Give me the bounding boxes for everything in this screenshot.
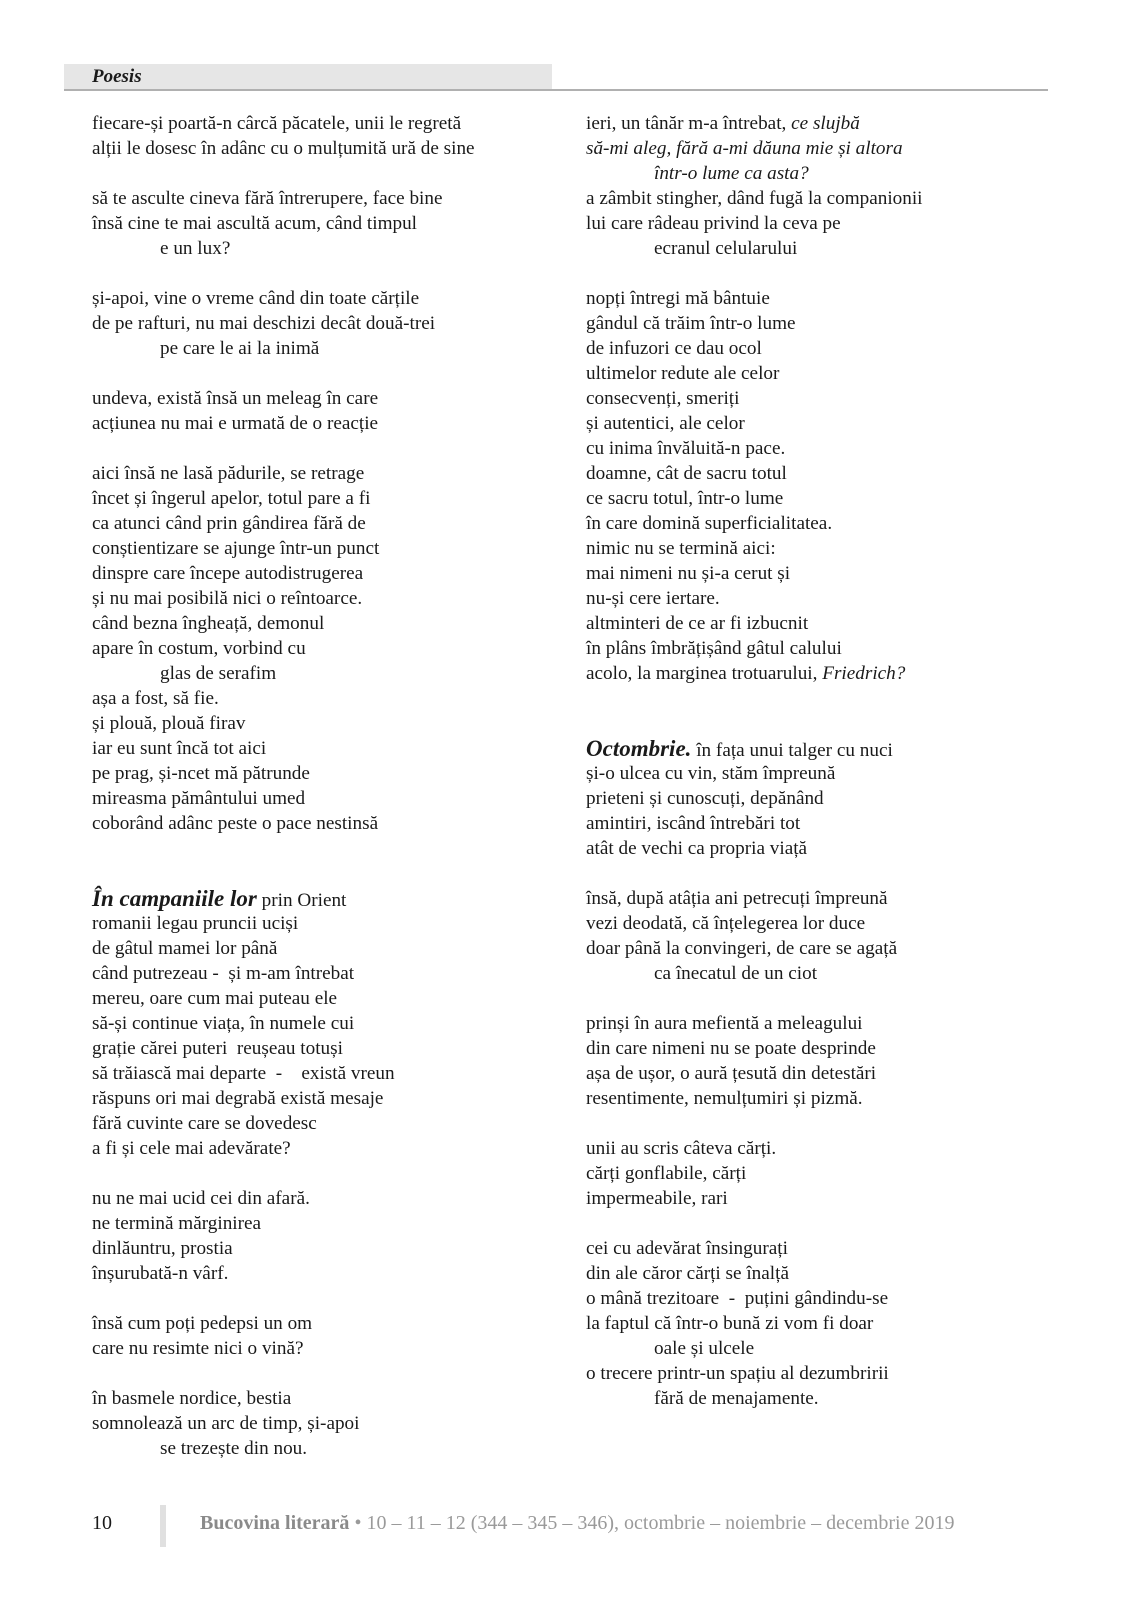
footer-journal-line — [200, 1512, 954, 1535]
poem-line: răspuns ori mai degrabă există mesaje — [92, 1088, 384, 1109]
poem-line: din care nimeni nu se poate desprinde — [586, 1038, 876, 1059]
poem-line: ca înecatul de un ciot — [654, 963, 818, 984]
poem-line: să trăiască mai departe - există vreun — [92, 1063, 395, 1084]
poem-title: Octombrie. — [586, 736, 692, 761]
poem-line: alții le dosesc în adânc cu o mulțumită ură de sine — [92, 138, 475, 159]
poem-line: de gâtul mamei lor până — [92, 938, 278, 959]
poem-line: mereu, oare cum mai puteau ele — [92, 988, 338, 1009]
poem-line: fără cuvinte care se dovedesc — [92, 1113, 317, 1134]
poem-line: prieteni și cunoscuți, depănând — [586, 788, 824, 809]
poem-line: a fi și cele mai adevărate? — [92, 1138, 291, 1159]
poem-line: doamne, cât de sacru totul — [586, 463, 787, 484]
poem-line: impermeabile, rari — [586, 1188, 728, 1209]
poem-line: din ale căror cărți se înalță — [586, 1263, 789, 1284]
poem-line: unii au scris câteva cărți. — [586, 1138, 777, 1159]
poem-line: romanii legau pruncii uciși — [92, 913, 299, 934]
footer-divider — [160, 1505, 166, 1547]
poem-line: o trecere printr-un spațiu al dezumbririi — [586, 1363, 889, 1384]
poem-line: nu ne mai ucid cei din afară. — [92, 1188, 310, 1209]
poem-line: în care domină superficialitatea. — [586, 513, 833, 534]
poem-line: coborând adânc peste o pace nestinsă — [92, 813, 379, 834]
poem-line: ce sacru totul, într-o lume — [586, 488, 784, 509]
poem-line: gândul că trăim într-o lume — [586, 313, 796, 334]
poem-line: apare în costum, vorbind cu — [92, 638, 306, 659]
poem-line: pe care le ai la inimă — [160, 338, 320, 359]
poem-line: în basmele nordice, bestia — [92, 1388, 292, 1409]
poem-title: În campaniile lor — [92, 886, 257, 911]
poem-line: ecranul celularului — [654, 238, 798, 259]
poem-line: iar eu sunt încă tot aici — [92, 738, 267, 759]
poem-line: amintiri, iscând întrebări tot — [586, 813, 801, 834]
poem-line: vezi deodată, că înțelegerea lor duce — [586, 913, 866, 934]
right-column — [586, 111, 1036, 1411]
poem-line: fără de menajamente. — [654, 1388, 819, 1409]
poem-line: conștientizare se ajunge într-un punct — [92, 538, 380, 559]
poem-line: consecvenți, smeriți — [586, 388, 740, 409]
poem-line: care nu resimte nici o vină? — [92, 1338, 304, 1359]
poem-line: să-și continue viața, în numele cui — [92, 1013, 355, 1034]
section-title: Poesis — [92, 66, 142, 87]
poem-line — [586, 111, 1036, 136]
poem-line: să-mi aleg, fără a-mi dăuna mie și altora — [586, 138, 903, 159]
poem-line: ca atunci când prin gândirea fără de — [92, 513, 366, 534]
poem-line: altminteri de ce ar fi izbucnit — [586, 613, 809, 634]
poem-line: de pe rafturi, nu mai deschizi decât două-trei — [92, 313, 436, 334]
poem-line: însă cine te mai ascultă acum, când timpul — [92, 213, 418, 234]
poem-line — [586, 661, 1036, 686]
poem-line: însă cum poți pedepsi un om — [92, 1313, 313, 1334]
poem-title-line — [586, 736, 1036, 761]
poem-line: atât de vechi ca propria viață — [586, 838, 808, 859]
poem-line: așa de ușor, o aură țesută din detestări — [586, 1063, 877, 1084]
poem-line: în plâns îmbrățișând gâtul calului — [586, 638, 842, 659]
poem-line: când putrezeau - și m-am întrebat — [92, 963, 355, 984]
poem-line-text: acolo, la marginea trotuarului, — [586, 663, 823, 684]
poem-line: cu inima învăluită-n pace. — [586, 438, 786, 459]
poem-line: de infuzori ce dau ocol — [586, 338, 762, 359]
header-rule — [64, 89, 1048, 91]
poem-line-italic: Friedrich? — [822, 663, 906, 684]
poem-line: însă, după atâția ani petrecuți împreună — [586, 888, 888, 909]
poem-line: aici însă ne lasă pădurile, se retrage — [92, 463, 365, 484]
poem-line: când bezna îngheață, demonul — [92, 613, 325, 634]
poem-line: și autentici, ale celor — [586, 413, 745, 434]
poem-line: încet și îngerul apelor, totul pare a fi — [92, 488, 371, 509]
poem-line: fiecare-și poartă-n cârcă păcatele, unii le regretă — [92, 113, 462, 134]
poem-line: dinspre care începe autodistrugerea — [92, 563, 364, 584]
poem-line: nimic nu se termină aici: — [586, 538, 776, 559]
poem-line: mai nimeni nu și-a cerut și — [586, 563, 791, 584]
poem-line-rest: prin Orient — [256, 890, 347, 911]
poem-line: și-o ulcea cu vin, stăm împreună — [586, 763, 836, 784]
poem-line: și plouă, plouă firav — [92, 713, 246, 734]
poem-line: a zâmbit stingher, dând fugă la companionii — [586, 188, 923, 209]
poem-line: ne termină mărginirea — [92, 1213, 262, 1234]
poem-line: mireasma pământului umed — [92, 788, 306, 809]
poem-line-text: ieri, un tânăr m-a întrebat, — [586, 113, 792, 134]
poem-line: să te asculte cineva fără întrerupere, face bine — [92, 188, 443, 209]
issue-info: • 10 – 11 – 12 (344 – 345 – 346), octombrie – noiembrie – decembrie 2019 — [349, 1512, 955, 1534]
poem-title-line — [92, 886, 562, 911]
poem-line: glas de serafim — [160, 663, 277, 684]
poem-line-rest: în fața unui talger cu nuci — [691, 740, 893, 761]
left-column — [92, 111, 562, 1461]
poem-line: acțiunea nu mai e urmată de o reacție — [92, 413, 379, 434]
journal-name: Bucovina literară — [200, 1512, 350, 1534]
poem-line: nu-și cere iertare. — [586, 588, 720, 609]
poem-line: doar până la convingeri, de care se agață — [586, 938, 898, 959]
poem-line: și nu mai posibilă nici o reîntoarce. — [92, 588, 363, 609]
poem-line: cei cu adevărat însingurați — [586, 1238, 788, 1259]
page-number: 10 — [92, 1512, 112, 1534]
poem-line: e un lux? — [160, 238, 231, 259]
poem-line: ultimelor redute ale celor — [586, 363, 780, 384]
poem-line: așa a fost, să fie. — [92, 688, 219, 709]
poem-line: se trezește din nou. — [160, 1438, 308, 1459]
poem-line: pe prag, și-ncet mă pătrunde — [92, 763, 310, 784]
poem-line: nopți întregi mă bântuie — [586, 288, 770, 309]
poem-line: grație cărei puteri reușeau totuși — [92, 1038, 343, 1059]
poem-line: dinlăuntru, prostia — [92, 1238, 233, 1259]
poem-line: prinși în aura mefientă a meleagului — [586, 1013, 863, 1034]
poem-line: oale și ulcele — [654, 1338, 755, 1359]
poem-line: lui care râdeau privind la ceva pe — [586, 213, 841, 234]
poem-line: o mână trezitoare - puțini gândindu-se — [586, 1288, 889, 1309]
poem-line: undeva, există însă un meleag în care — [92, 388, 379, 409]
poem-line: înșurubată-n vârf. — [92, 1263, 229, 1284]
poem-line: somnolează un arc de timp, și-apoi — [92, 1413, 360, 1434]
poem-line: și-apoi, vine o vreme când din toate cărțile — [92, 288, 420, 309]
poem-line-italic: ce slujbă — [791, 113, 860, 134]
poem-line: într-o lume ca asta? — [654, 163, 809, 184]
poem-line: la faptul că într-o bună zi vom fi doar — [586, 1313, 874, 1334]
poem-line: cărți gonflabile, cărți — [586, 1163, 747, 1184]
poem-line: resentimente, nemulțumiri și pizmă. — [586, 1088, 863, 1109]
